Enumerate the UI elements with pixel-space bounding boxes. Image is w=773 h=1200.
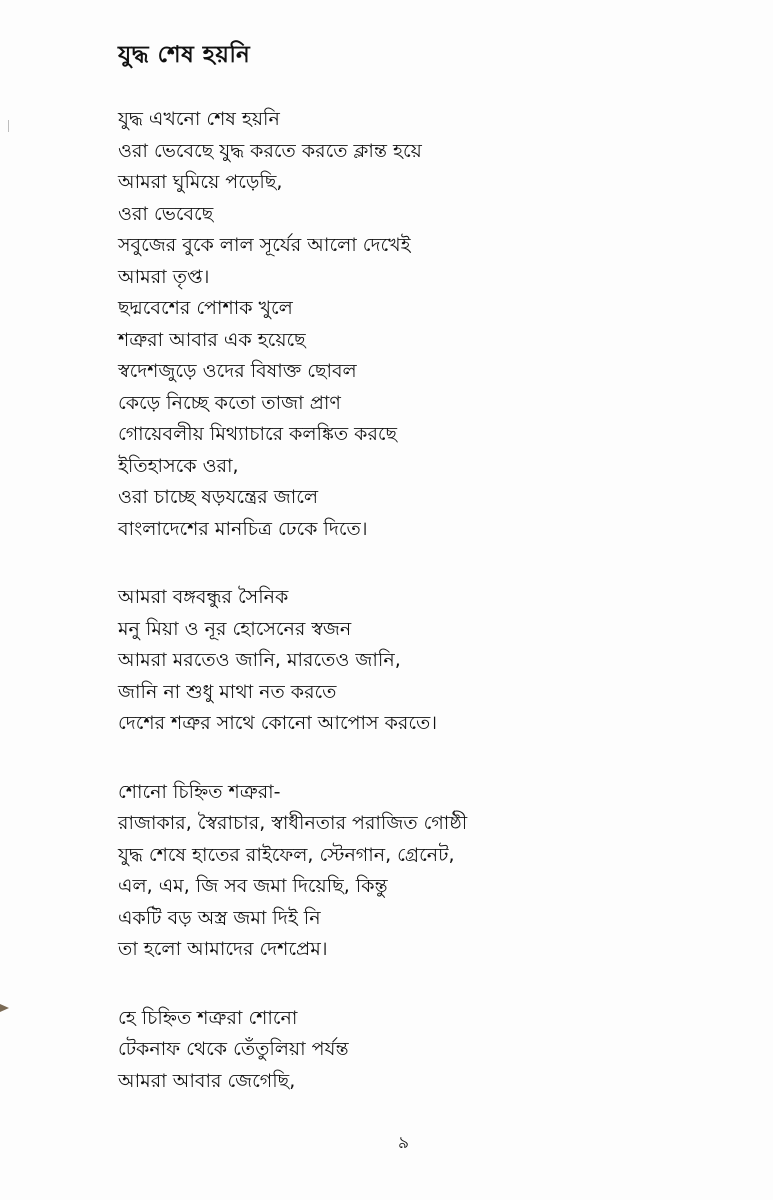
poem-line: আমরা ঘুমিয়ে পড়েছি, [118,171,283,193]
poem-line: তা হলো আমাদের দেশপ্রেম। [118,938,328,960]
poem-line: রাজাকার, স্বৈরাচার, স্বাধীনতার পরাজিত গোষ্ঠী [118,812,468,834]
poem-line: শত্রুরা আবার এক হয়েছে [118,328,306,351]
margin-mark [8,120,9,132]
stanza [118,777,738,966]
poem-line: স্বদেশজুড়ে ওদের বিষাক্ত ছোবল [118,360,357,382]
poem-line: গোয়েবলীয় মিথ্যাচারে কলঙ্কিত করছে [118,423,398,445]
poem-body [118,104,738,1134]
poem-line: আমরা বঙ্গবন্ধুর সৈনিক [118,586,289,608]
poem-line: শোনো চিহ্নিত শত্রুরা- [118,780,281,803]
poem-line: ওরা ভেবেছে যুদ্ধ করতে করতে ক্লান্ত হয়ে [118,139,422,162]
poem-line: যুদ্ধ এখনো শেষ হয়নি [118,108,280,130]
poem-line: হে চিহ্নিত শত্রুরা শোনো [118,1006,298,1029]
poem-line: আমরা তৃপ্ত। [118,265,210,288]
poem-line: ইতিহাসকে ওরা, [118,454,239,477]
poem-line: কেড়ে নিচ্ছে কতো তাজা প্রাণ [118,391,341,414]
poem-line: বাংলাদেশের মানচিত্র ঢেকে দিতে। [118,517,368,540]
poem-line: যুদ্ধ শেষে হাতের রাইফেল, স্টেনগান, গ্রেনেট, [118,843,455,866]
stanza [118,582,738,740]
poem-line: ছদ্মবেশের পোশাক খুলে [118,297,293,319]
poem-line: ওরা চাচ্ছে ষড়যন্ত্রের জালে [118,486,319,508]
poem-line: আমরা মরতেও জানি, মারতেও জানি, [118,649,401,671]
poem-line: সবুজের বুকে লাল সূর্যের আলো দেখেই [118,234,411,256]
poem-line: মনু মিয়া ও নূর হোসেনের স্বজন [118,617,352,640]
stanza [118,1003,738,1098]
page-number: ৯ [398,1133,410,1153]
poem-line: টেকনাফ থেকে তেঁতুলিয়া পর্যন্ত [118,1038,349,1060]
poem-line: আমরা আবার জেগেছি, [118,1069,296,1092]
poem-line: এল, এম, জি সব জমা দিয়েছি, কিন্তু [118,875,388,897]
poem-line: ওরা ভেবেছে [118,202,214,225]
stanza [118,104,738,545]
poem-line: দেশের শত্রুর সাথে কোনো আপোস করতে। [118,712,438,734]
page-edge-mark [0,1004,9,1012]
poem-title: যুদ্ধ শেষ হয়নি [118,42,251,68]
poem-line: জানি না শুধু মাথা নত করতে [118,680,337,703]
poem-line: একটি বড় অস্ত্র জমা দিই নি [118,906,321,929]
